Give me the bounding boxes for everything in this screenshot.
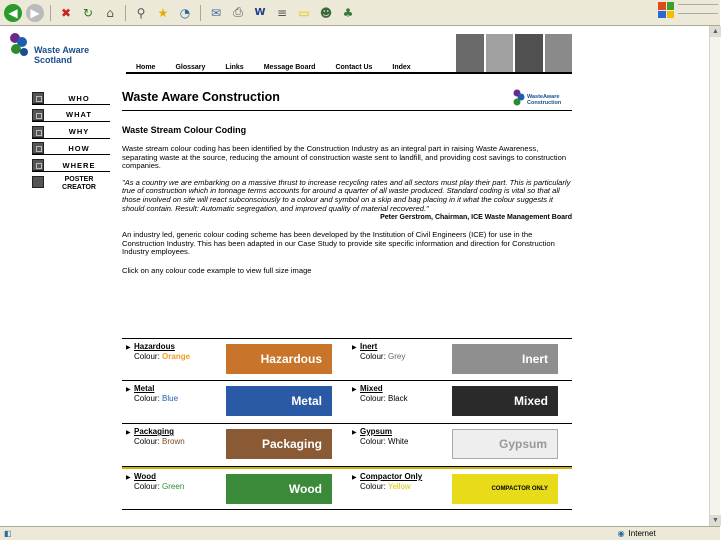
top-nav — [126, 64, 572, 74]
nav-contact-us[interactable]: Contact Us — [335, 64, 373, 71]
forward-icon[interactable]: ▶ — [26, 4, 44, 22]
nav-message-board[interactable]: Message Board — [263, 64, 316, 71]
sidebar-item-label: WHERE — [62, 160, 96, 170]
colour-value: Green — [162, 482, 185, 491]
scroll-up-icon[interactable]: ▲ — [710, 26, 721, 37]
arrow-icon: ▶ — [352, 345, 357, 351]
arrow-icon: ▶ — [126, 345, 131, 351]
discuss-icon[interactable]: ≡ — [276, 5, 288, 20]
code-name[interactable]: Compactor Only — [360, 472, 423, 481]
code-image-label: Gypsum — [498, 437, 547, 451]
nav-index[interactable]: Index — [392, 64, 411, 71]
arrow-icon: ▶ — [126, 430, 131, 436]
sidebar — [32, 92, 110, 194]
code-row — [122, 467, 572, 510]
colour-value: Yellow — [387, 482, 411, 491]
code-name[interactable]: Wood — [134, 472, 157, 481]
quote-author: Peter Gerstrom, Chairman, ICE Waste Management Board — [380, 214, 572, 222]
code-image-gypsum[interactable] — [452, 429, 558, 459]
code-row — [122, 381, 572, 424]
scroll-down-icon[interactable]: ▼ — [710, 515, 721, 526]
sidebar-item-how[interactable] — [32, 142, 110, 155]
colour-value: White — [388, 437, 409, 446]
code-image-label: Packaging — [261, 437, 322, 451]
arrow-icon: ▶ — [352, 387, 357, 393]
main-content — [122, 90, 572, 275]
code-image-wood[interactable] — [226, 474, 332, 504]
toolbar-separator — [125, 5, 126, 21]
colour-label: Colour: — [360, 394, 386, 403]
code-item-compactor[interactable] — [352, 472, 460, 492]
favorites-icon[interactable]: ★ — [157, 5, 169, 20]
arrow-icon: ▶ — [126, 387, 131, 393]
zone-icon: ◉ — [617, 529, 625, 538]
toolbar-separator — [50, 5, 51, 21]
colour-label: Colour: — [360, 437, 386, 446]
instruction-text: Click on any colour code example to view full size image — [122, 265, 312, 275]
quote: "As a country we are embarking on a massive thrust to increase recycling rates and all sectors must play their part. This is particularly true of construction which in tonnage terms accounts for around a quarter of all waste produced. Standard coding is vital so that all those involved on site will react subconsciously to a colour and symbol on a skip and bag placing in it what the colour suggests it should contain. Result: Automatic segregation, and improved quality of material recovered." — [122, 177, 571, 213]
code-image-compactor[interactable] — [452, 474, 558, 504]
home-icon[interactable]: ⌂ — [106, 5, 114, 20]
title-logo-text: WasteAware Construction — [527, 94, 562, 106]
messenger-icon[interactable]: ☻ — [319, 5, 333, 20]
code-image-label: Hazardous — [260, 352, 322, 366]
print-icon[interactable]: ⎙ — [233, 5, 243, 19]
code-item-gypsum[interactable] — [352, 427, 460, 447]
sidebar-item-label: WHY — [68, 127, 90, 137]
code-item-hazardous[interactable] — [126, 342, 234, 362]
code-item-wood[interactable] — [126, 472, 234, 492]
bullet-icon — [32, 92, 44, 104]
bullet-icon — [32, 159, 44, 171]
colour-label: Colour: — [360, 482, 386, 491]
sidebar-item-label: HOW — [68, 143, 90, 153]
colour-label: Colour: — [134, 437, 160, 446]
web-page — [0, 26, 709, 526]
arrow-icon: ▶ — [126, 475, 131, 481]
sidebar-item-why[interactable] — [32, 126, 110, 139]
code-name[interactable]: Hazardous — [134, 342, 175, 351]
title-logo-icon — [512, 88, 526, 108]
logo-icon — [6, 30, 36, 62]
code-item-metal[interactable] — [126, 384, 234, 404]
refresh-icon[interactable]: ↻ — [82, 5, 94, 20]
stop-icon[interactable]: ✖ — [60, 5, 72, 20]
colour-codes — [122, 338, 572, 510]
code-image-metal[interactable] — [226, 386, 332, 416]
colour-value: Brown — [162, 437, 185, 446]
code-row — [122, 424, 572, 467]
note-icon[interactable]: ▭ — [298, 5, 310, 20]
colour-value: Blue — [162, 394, 179, 403]
back-icon[interactable]: ◀ — [4, 4, 22, 22]
people-icon[interactable]: ♣ — [342, 5, 354, 20]
sidebar-item-label: WHO — [68, 93, 90, 103]
page-icon: ◧ — [4, 529, 12, 538]
intro-paragraph: Waste stream colour coding has been identified by the Construction Industry as an integral part in raising Waste Awareness, separating waste at the source, reducing the amount of construction waste sent to landfill, and providing cost savings to construction companies. — [122, 144, 567, 171]
colour-value: Black — [388, 394, 408, 403]
code-image-inert[interactable] — [452, 344, 558, 374]
code-name[interactable]: Gypsum — [360, 427, 393, 436]
arrow-icon: ▶ — [352, 430, 357, 436]
code-name[interactable]: Packaging — [134, 427, 175, 436]
nav-home[interactable]: Home — [136, 64, 156, 71]
nav-links[interactable]: Links — [225, 64, 244, 71]
code-item-mixed[interactable] — [352, 384, 460, 404]
sidebar-item-label: POSTER CREATOR — [62, 175, 96, 191]
colour-label: Colour: — [134, 482, 160, 491]
section-title: Waste Stream Colour Coding — [122, 125, 247, 135]
colour-value: Grey — [388, 352, 406, 361]
search-icon[interactable]: ⚲ — [136, 5, 146, 20]
vertical-scrollbar[interactable] — [709, 26, 720, 526]
status-zone: Internet — [628, 529, 656, 538]
colour-label: Colour: — [360, 352, 386, 361]
code-image-mixed[interactable] — [452, 386, 558, 416]
code-row — [122, 338, 572, 381]
code-name[interactable]: Inert — [360, 342, 378, 351]
code-item-packaging[interactable] — [126, 427, 234, 447]
bullet-icon — [32, 142, 44, 154]
code-image-hazardous[interactable] — [226, 344, 332, 374]
colour-label: Colour: — [134, 394, 160, 403]
sidebar-item-poster-creator[interactable] — [32, 176, 110, 194]
status-bar — [0, 526, 720, 540]
code-image-label: Inert — [521, 352, 548, 366]
code-image-label: Mixed — [513, 394, 548, 408]
title-logo — [512, 88, 572, 114]
browser-toolbar — [0, 0, 720, 26]
sidebar-item-what[interactable] — [32, 109, 110, 122]
toolbar-separator — [200, 5, 201, 21]
sidebar-item-label: WHAT — [66, 110, 92, 120]
code-image-packaging[interactable] — [226, 429, 332, 459]
bullet-icon — [32, 126, 44, 138]
code-name[interactable]: Metal — [134, 384, 155, 393]
sidebar-item-where[interactable] — [32, 159, 110, 172]
code-item-inert[interactable] — [352, 342, 460, 362]
scheme-paragraph: An industry led, generic colour coding scheme has been developed by the Institution of Civil Engineers (ICE) for use in the Construction Industry. This has been adapted in our Case Study to provide site specific information and direction for Construction Industry employees. — [122, 230, 555, 257]
colour-label: Colour: — [134, 352, 160, 361]
history-icon[interactable]: ◔ — [179, 5, 191, 20]
mail-icon[interactable]: ✉ — [210, 5, 222, 20]
word-icon[interactable]: W — [254, 7, 266, 18]
windows-logo-icon — [658, 2, 674, 18]
throbber — [678, 4, 718, 14]
divider — [122, 110, 572, 111]
bullet-icon — [32, 109, 44, 121]
logo-text — [34, 45, 89, 65]
code-image-label: Wood — [288, 482, 322, 496]
bullet-icon — [32, 176, 44, 188]
site-logo[interactable] — [6, 30, 106, 70]
code-image-label: COMPACTOR ONLY — [491, 486, 548, 492]
page-title: Waste Aware Construction — [122, 90, 280, 104]
sidebar-item-who[interactable] — [32, 92, 110, 105]
colour-value: Orange — [162, 352, 191, 361]
logo-line1: Waste Aware — [34, 45, 90, 55]
code-image-label: Metal — [291, 394, 322, 408]
logo-line2: Scotland — [34, 55, 73, 65]
code-name[interactable]: Mixed — [360, 384, 383, 393]
arrow-icon: ▶ — [352, 475, 357, 481]
nav-glossary[interactable]: Glossary — [175, 64, 206, 71]
